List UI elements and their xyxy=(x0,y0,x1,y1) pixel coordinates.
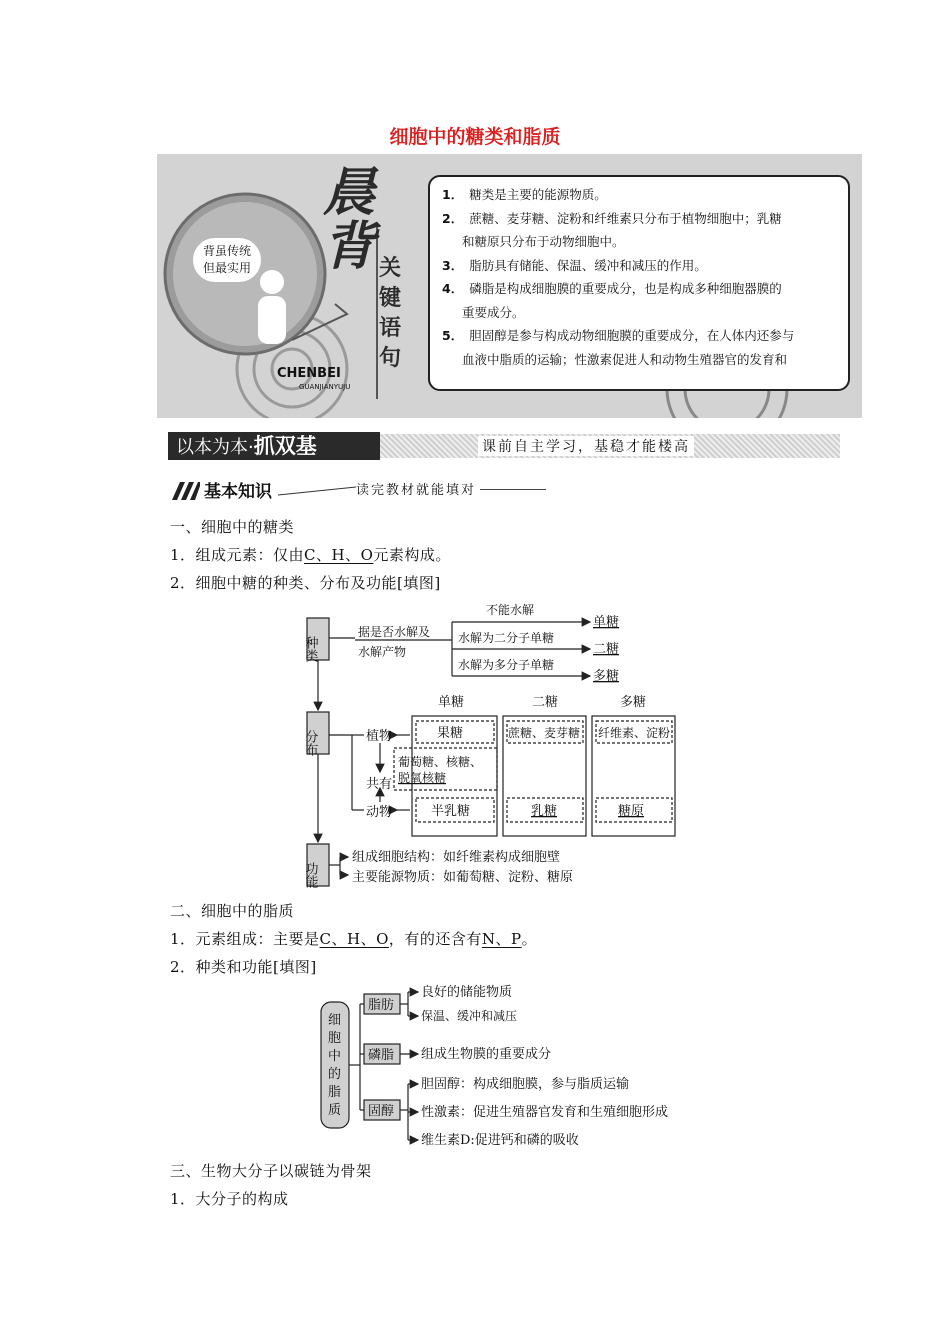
kind-name: 多糖 xyxy=(593,669,620,684)
side-char: 关 xyxy=(379,256,402,281)
fat-func: 良好的储能物质 xyxy=(421,985,513,1000)
animal-cell: 乳糖 xyxy=(531,804,558,819)
key-item: 2． 蔗糖、麦芽糖、淀粉和纤维素只分布于植物细胞中；乳糖 xyxy=(442,210,782,226)
root-char: 细 xyxy=(328,1013,342,1028)
col-head: 二糖 xyxy=(532,695,559,710)
sterol-func: 胆固醇：构成细胞膜，参与脂质运输 xyxy=(421,1077,630,1092)
answer: C、H、O xyxy=(319,930,389,948)
text-line: 1．组成元素：仅由C、H、O元素构成。 xyxy=(170,546,451,564)
answer: C、H、O xyxy=(304,546,374,564)
box-label: 种类 xyxy=(302,636,318,662)
sugar-diagram xyxy=(300,600,690,892)
bubble-line: 背虽传统 xyxy=(202,244,251,258)
side-title xyxy=(379,254,401,374)
bubble-line: 但最实用 xyxy=(202,261,251,275)
key-item: 4． 磷脂是构成细胞膜的重要成分，也是构成多种细胞器膜的 xyxy=(442,281,782,296)
divider xyxy=(278,481,358,501)
kind-cond: 水解为多分子单糖 xyxy=(458,658,555,672)
animal-cell: 糖原 xyxy=(618,804,645,819)
brand-sub: GUANJIANYUJU xyxy=(299,383,351,391)
sterol-func: 性激素：促进生殖器官发育和生殖细胞形成 xyxy=(421,1105,669,1120)
plant-cell: 果糖 xyxy=(437,726,464,741)
heading-lipids: 二、细胞中的脂质 xyxy=(170,902,295,920)
plant-cell: 纤维素、淀粉 xyxy=(598,726,671,740)
page-title: 细胞中的糖类和脂质 xyxy=(389,126,561,148)
lipid-kind: 固醇 xyxy=(368,1104,395,1119)
box-label: 分布 xyxy=(302,730,318,756)
text-line: 1．大分子的构成 xyxy=(170,1190,289,1208)
speech-bubble xyxy=(193,238,261,282)
row-head: 植物 xyxy=(366,729,393,744)
sterol-func: 维生素D:促进钙和磷的吸收 xyxy=(421,1133,579,1148)
stripes-icon xyxy=(170,480,200,502)
key-sentences-box xyxy=(428,175,850,391)
section-bar-subtitle: 课前自主学习，基稳才能楼高 xyxy=(478,436,694,456)
key-item-cont: 血液中脂质的运输；性激素促进人和动物生殖器官的发育和 xyxy=(462,351,788,367)
answer: N、P xyxy=(481,930,522,948)
side-char: 句 xyxy=(379,346,402,371)
plant-cell: 蔗糖、麦芽糖 xyxy=(508,726,581,740)
divider-line xyxy=(480,489,546,490)
heading-macromolecules: 三、生物大分子以碳链为骨架 xyxy=(170,1162,372,1180)
section-bar-title: 以本为本·抓双基 xyxy=(168,432,380,460)
key-item: 3． 脂肪具有储能、保温、缓冲和减压的作用。 xyxy=(442,257,707,273)
root-char: 中 xyxy=(328,1049,342,1064)
function-text: 主要能源物质：如葡萄糖、淀粉、糖原 xyxy=(352,870,574,885)
root-char: 脂 xyxy=(328,1085,342,1100)
key-item-cont: 重要成分。 xyxy=(462,304,525,320)
side-char: 键 xyxy=(379,286,402,311)
kind-name: 二糖 xyxy=(593,642,620,657)
text-line: 2．种类和功能[填图] xyxy=(170,958,317,976)
col-head: 单糖 xyxy=(438,695,465,710)
col-head: 多糖 xyxy=(620,695,647,710)
animal-cell: 半乳糖 xyxy=(431,804,471,819)
root-char: 的 xyxy=(328,1067,342,1082)
big-title xyxy=(323,163,376,277)
common-cell: 脱氧核糖 xyxy=(398,771,447,785)
big-char: 背 xyxy=(323,217,376,277)
kind-cond: 不能水解 xyxy=(486,603,535,617)
lipid-kind: 脂肪 xyxy=(368,998,395,1013)
lipid-diagram xyxy=(318,980,678,1152)
text-line: 1．元素组成：主要是C、H、O，有的还含有N、P。 xyxy=(170,930,538,948)
side-char: 语 xyxy=(379,316,402,341)
knowledge-label: 基本知识 xyxy=(204,482,272,502)
basis-text: 据是否水解及 xyxy=(358,625,431,639)
key-item: 1． 糖类是主要的能源物质。 xyxy=(442,187,607,202)
function-text: 组成细胞结构：如纤维素构成细胞壁 xyxy=(352,850,561,865)
row-head: 动物 xyxy=(366,805,393,820)
kind-name: 单糖 xyxy=(593,615,620,630)
knowledge-tail: 读完教材就能填对 xyxy=(356,483,477,498)
box-label: 功能 xyxy=(302,862,318,888)
big-char: 晨 xyxy=(323,163,376,223)
root-char: 质 xyxy=(328,1103,342,1118)
brand: CHENBEI xyxy=(277,366,341,381)
common-cell: 葡萄糖、核糖、 xyxy=(398,755,483,769)
text-line: 2．细胞中糖的种类、分布及功能[填图] xyxy=(170,574,441,592)
section-bar xyxy=(168,432,840,462)
kind-cond: 水解为二分子单糖 xyxy=(458,631,555,645)
heading-sugars: 一、细胞中的糖类 xyxy=(170,518,295,536)
knowledge-header xyxy=(170,477,550,505)
root-char: 胞 xyxy=(328,1031,342,1046)
key-item: 5． 胆固醇是参与构成动物细胞膜的重要成分，在人体内还参与 xyxy=(442,328,795,343)
row-head: 共有 xyxy=(366,777,393,792)
lipid-kind: 磷脂 xyxy=(368,1048,395,1063)
basis-text: 水解产物 xyxy=(358,645,407,659)
key-item-cont: 和糖原只分布于动物细胞中。 xyxy=(462,234,625,249)
phospho-func: 组成生物膜的重要成分 xyxy=(421,1047,552,1062)
fat-func: 保温、缓冲和减压 xyxy=(421,1009,518,1023)
